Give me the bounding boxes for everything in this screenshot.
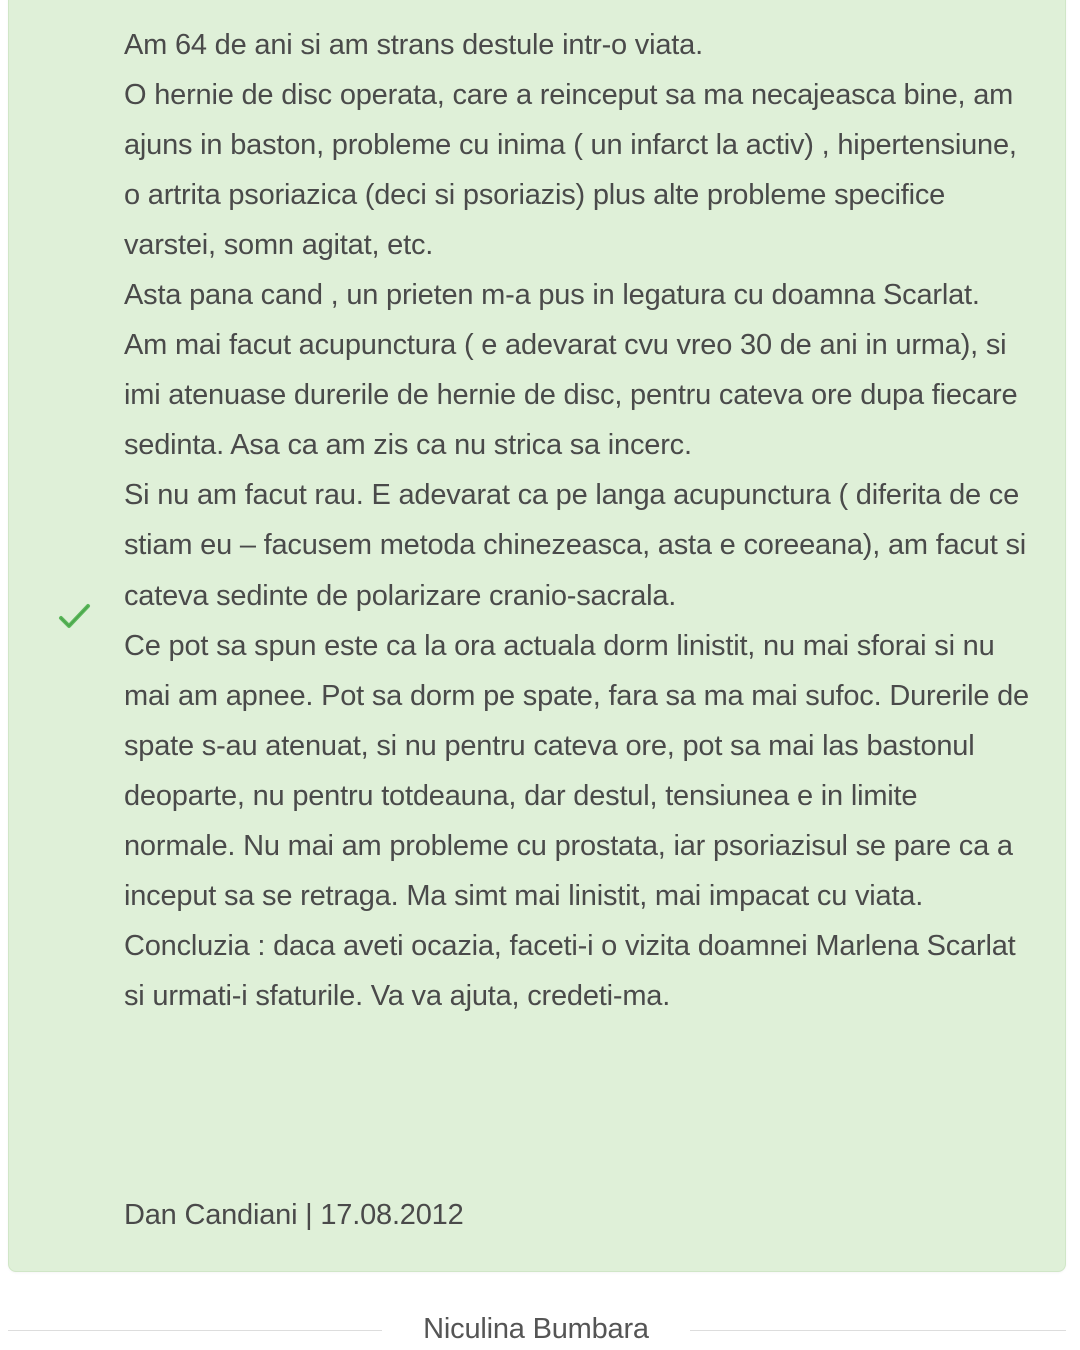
testimonial-paragraph: Asta pana cand , un prieten m-a pus in legatura cu doamna Scarlat. (124, 279, 980, 312)
testimonial-paragraph: Ce pot sa spun este ca la ora actuala dorm linistit, nu mai sforai si nu mai am apnee. Pot sa dorm pe spate, fara sa ma mai sufoc. Durerile de spate s-au atenuat, si nu pentru cateva ore, pot sa mai las bastonul deoparte, nu pentru totdeauna, dar destul, tensiunea e in limite normale. Nu mai am probleme cu prostata, iar psoriazisul se pare ca a inceput sa se retraga. Ma simt mai linistit, mai impacat cu viata. (124, 629, 1029, 912)
next-testimonial-author: Niculina Bumbara (423, 1313, 649, 1345)
testimonial-paragraph: O hernie de disc operata, care a reinceput sa ma necajeasca bine, am ajuns in baston, probleme cu inima ( un infarct la activ) , hipertensiune, o artrita psoriazica (deci si psoriazis) plus alte probleme specifice varstei, somn agitat, etc. (124, 79, 1017, 262)
testimonial-author-date: Dan Candiani | 17.08.2012 (124, 1199, 464, 1231)
testimonial-text (124, 20, 1034, 1021)
testimonial-paragraph: Am mai facut acupunctura ( e adevarat cvu vreo 30 de ani in urma), si imi atenuase durerile de hernie de disc, pentru cateva ore dupa fiecare sedinta. Asa ca am zis ca nu strica sa incerc. (124, 329, 1018, 462)
next-testimonial-header (8, 1306, 1066, 1350)
testimonial-paragraph: Concluzia : daca aveti ocazia, faceti-i o vizita doamnei Marlena Scarlat si urmati-i sfaturile. Va va ajuta, credeti-ma. (124, 929, 1016, 1012)
divider-line-right (690, 1330, 1066, 1331)
testimonial-paragraph: Am 64 de ani si am strans destule intr-o viata. (124, 29, 703, 61)
check-icon (55, 597, 95, 637)
testimonial-paragraph: Si nu am facut rau. E adevarat ca pe langa acupunctura ( diferita de ce stiam eu – facusem metoda chinezeasca, asta e coreeana), am facut si cateva sedinte de polarizare cranio-sacrala. (124, 479, 1026, 612)
divider-line-left (8, 1330, 382, 1331)
